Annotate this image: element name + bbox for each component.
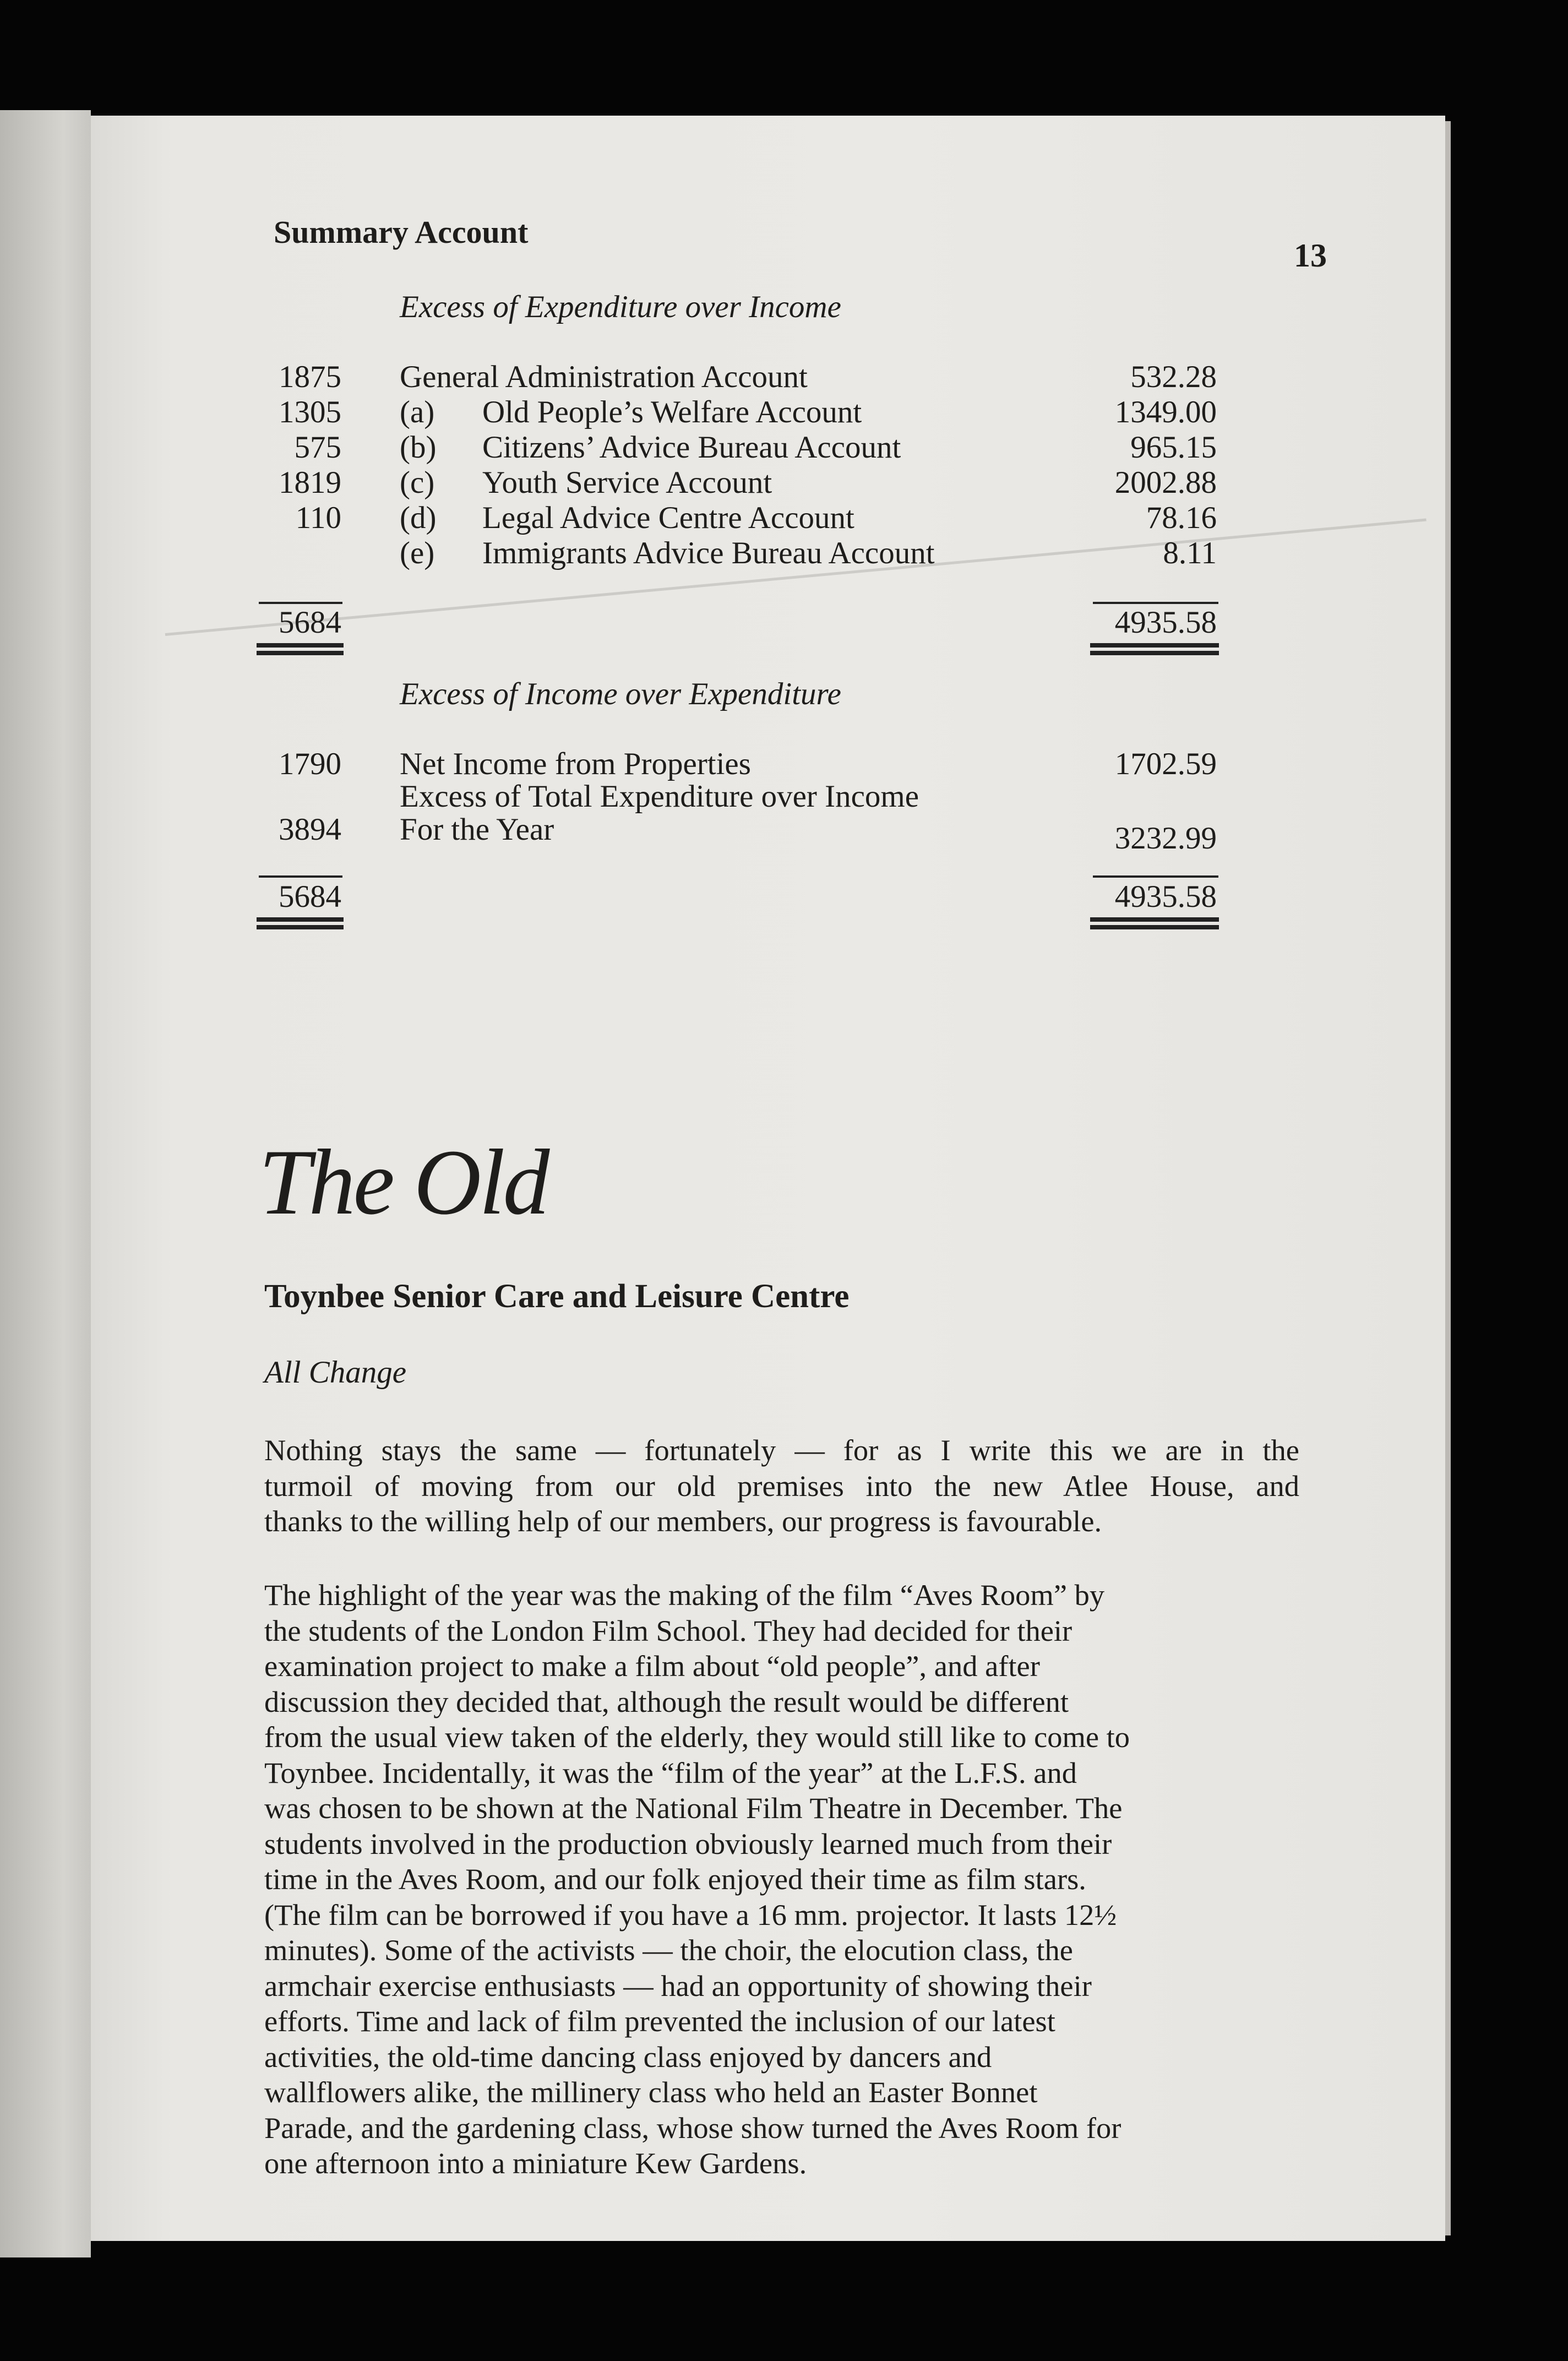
text-line: wallflowers alike, the millinery class who held an Easter Bonnet: [264, 2075, 1038, 2109]
account-label: Youth Service Account: [482, 465, 772, 500]
current-year-value: 1349.00: [1114, 395, 1217, 429]
table-row: [0, 535, 1568, 572]
account-label: Immigrants Advice Bureau Account: [482, 536, 935, 570]
text-line: turmoil of moving from our old premises into the new Atlee House, and: [264, 1468, 1299, 1503]
current-year-value: 8.11: [1163, 536, 1217, 570]
total-rule-top: [1093, 602, 1218, 604]
row-marker: (b): [400, 430, 437, 465]
table-row: [0, 746, 1568, 782]
table-row: [0, 465, 1568, 501]
income-heading: Excess of Income over Expenditure: [400, 677, 841, 711]
total-rule-top: [259, 602, 342, 604]
text-line: students involved in the production obviously learned much from their: [264, 1826, 1112, 1860]
account-label: Old People’s Welfare Account: [482, 395, 862, 429]
paragraph-one: [264, 1433, 1299, 1539]
total-double-rule: [1090, 651, 1219, 655]
article-heading: The Old: [259, 1130, 548, 1234]
prev-year-value: 1790: [279, 747, 341, 781]
table-row: [0, 359, 1568, 395]
page-number: 13: [1294, 237, 1327, 274]
text-line: activities, the old-time dancing class enjoyed by dancers and: [264, 2039, 992, 2074]
table-row: [0, 429, 1568, 466]
total-double-rule: [257, 925, 344, 929]
total-rule-top: [259, 875, 342, 878]
current-year-value: 3232.99: [1114, 821, 1217, 856]
table-row: [0, 779, 1568, 815]
current-year-value: 532.28: [1130, 360, 1217, 394]
prev-year-value: 110: [295, 501, 341, 535]
text-line: Nothing stays the same — fortunately — for as I write this we are in the: [264, 1433, 1299, 1467]
text-line: minutes). Some of the activists — the choir, the elocution class, the: [264, 1933, 1073, 1967]
total-double-rule: [1090, 917, 1219, 922]
prev-year-value: 1819: [279, 465, 341, 500]
text-line: efforts. Time and lack of film prevented the inclusion of our latest: [264, 2004, 1055, 2038]
account-label: Citizens’ Advice Bureau Account: [482, 430, 901, 465]
income-total-value: 4935.58: [1114, 879, 1217, 914]
text-line: one afternoon into a miniature Kew Gardens.: [264, 2146, 807, 2180]
total-double-rule: [1090, 643, 1219, 648]
table-row: [0, 812, 1568, 856]
prev-year-value: 575: [294, 430, 341, 465]
current-year-value: 965.15: [1130, 430, 1217, 465]
centre-title: Toynbee Senior Care and Leisure Centre: [264, 1278, 850, 1315]
current-year-value: 2002.88: [1114, 465, 1217, 500]
text-line: from the usual view taken of the elderly, they would still like to come to: [264, 1720, 1130, 1754]
prev-year-value: 1875: [279, 360, 341, 394]
text-line: Parade, and the gardening class, whose show turned the Aves Room for: [264, 2110, 1121, 2145]
account-label: General Administration Account: [400, 360, 808, 394]
total-rule-top: [1093, 875, 1218, 878]
text-line: (The film can be borrowed if you have a 16 mm. projector. It lasts 12½: [264, 1897, 1117, 1932]
text-line: thanks to the willing help of our members, our progress is favourable.: [264, 1504, 1102, 1538]
prev-year-value: 1305: [279, 395, 341, 429]
account-label: For the Year: [400, 812, 554, 847]
text-line: Toynbee. Incidentally, it was the “film of the year” at the L.F.S. and: [264, 1755, 1077, 1789]
row-marker: (d): [400, 501, 437, 535]
row-marker: (c): [400, 465, 435, 500]
current-year-value: 78.16: [1146, 501, 1217, 535]
row-marker: (a): [400, 395, 435, 429]
article-subtitle: All Change: [264, 1355, 407, 1390]
current-year-value: 1702.59: [1114, 747, 1217, 781]
expenditure-total-prev: 5684: [279, 605, 341, 640]
text-line: The highlight of the year was the making of the film “Aves Room” by: [264, 1578, 1105, 1612]
expenditure-heading: Excess of Expenditure over Income: [400, 290, 841, 324]
text-line: armchair exercise enthusiasts — had an opportunity of showing their: [264, 1968, 1092, 2003]
table-row: [0, 500, 1568, 536]
income-total-prev: 5684: [279, 879, 341, 914]
text-line: examination project to make a film about “old people”, and after: [264, 1649, 1040, 1683]
total-double-rule: [257, 917, 344, 922]
total-double-rule: [257, 651, 344, 655]
section-title: Summary Account: [274, 214, 529, 250]
table-row: [0, 394, 1568, 431]
text-line: was chosen to be shown at the National Film Theatre in December. The: [264, 1791, 1123, 1825]
expenditure-total-value: 4935.58: [1114, 605, 1217, 640]
paragraph-two: [264, 1577, 1299, 2182]
account-label: Net Income from Properties: [400, 747, 751, 781]
total-double-rule: [1090, 925, 1219, 929]
account-label: Excess of Total Expenditure over Income: [400, 779, 919, 814]
text-line: discussion they decided that, although the result would be different: [264, 1684, 1069, 1718]
account-label: Legal Advice Centre Account: [482, 501, 854, 535]
prev-year-value: 3894: [279, 812, 341, 847]
text-line: time in the Aves Room, and our folk enjoyed their time as film stars.: [264, 1862, 1086, 1896]
text-line: the students of the London Film School. They had decided for their: [264, 1613, 1072, 1647]
row-marker: (e): [400, 536, 435, 570]
total-double-rule: [257, 643, 344, 648]
